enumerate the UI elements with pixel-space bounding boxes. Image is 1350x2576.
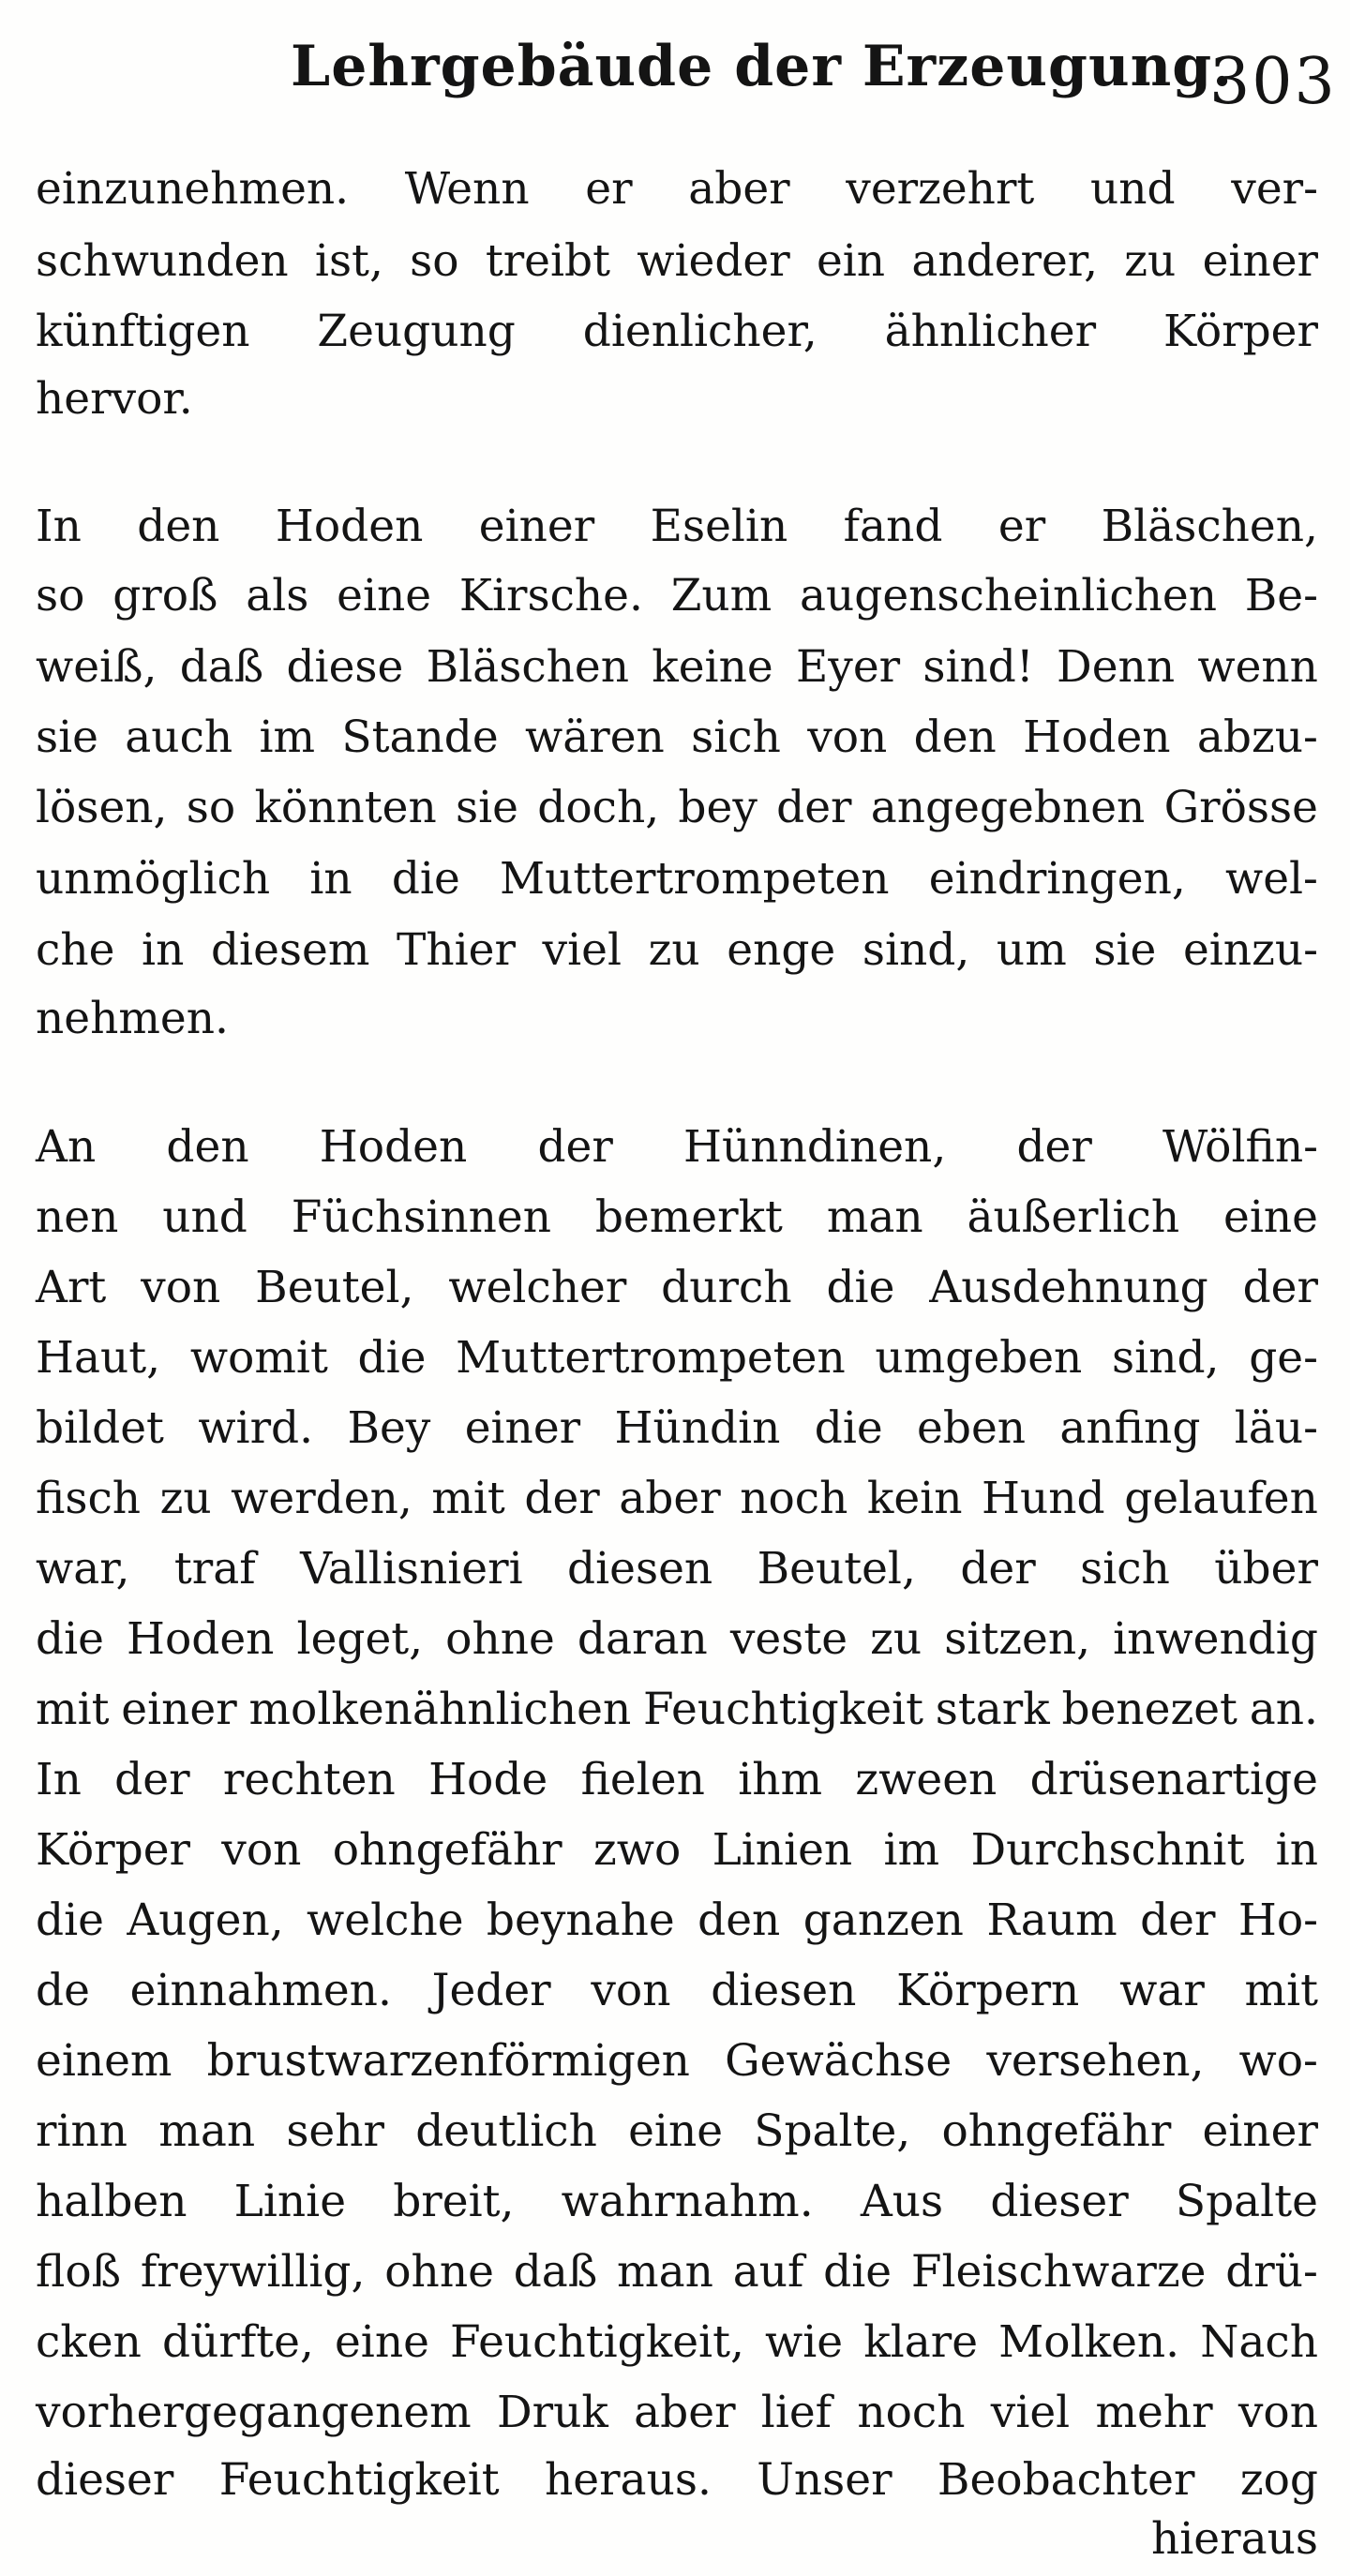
word: Spalte	[1175, 2176, 1318, 2227]
word: von	[221, 1824, 302, 1876]
word: an.	[1249, 1684, 1318, 1735]
word: Vallisnieri	[300, 1543, 523, 1595]
word: enge	[727, 924, 836, 976]
catchword: hieraus	[1151, 2513, 1318, 2565]
text-line	[36, 782, 1318, 833]
word: anfing	[1059, 1402, 1201, 1454]
word: war	[1119, 1965, 1205, 2016]
word: den	[913, 711, 997, 763]
word: Thier	[397, 924, 516, 976]
word: man	[158, 2105, 256, 2157]
word: bey	[678, 782, 758, 833]
word: augenscheinlichen	[799, 570, 1217, 622]
text-line	[36, 1402, 1318, 1454]
text-line	[36, 1824, 1318, 1876]
word: im	[259, 711, 316, 763]
word: Körper	[36, 1824, 190, 1876]
word: veste	[729, 1613, 848, 1665]
word: Augen,	[127, 1895, 284, 1946]
text-line	[36, 570, 1318, 622]
word: der	[960, 1543, 1036, 1595]
word: in	[309, 853, 352, 905]
word: war,	[36, 1543, 130, 1595]
text-line	[36, 1613, 1318, 1665]
word: auch	[125, 711, 233, 763]
word: dieser	[990, 2176, 1129, 2227]
word: rinn	[36, 2105, 128, 2157]
word: daß	[513, 2246, 598, 2298]
word: Beutel,	[255, 1262, 414, 1313]
word: versehen,	[986, 2035, 1205, 2087]
word: Linien	[712, 1824, 853, 1876]
word: von	[591, 1965, 671, 2016]
word: er	[998, 501, 1046, 552]
word: läu-	[1234, 1402, 1318, 1454]
word: groß	[112, 570, 218, 622]
word: mit	[1244, 1965, 1318, 2016]
word: drü-	[1225, 2246, 1318, 2298]
word: daß	[179, 641, 264, 693]
word: che	[36, 924, 115, 976]
word: wel-	[1224, 853, 1318, 905]
word: Füchsinnen	[291, 1191, 551, 1243]
word: eindringen,	[928, 853, 1186, 905]
word: als	[246, 570, 309, 622]
word: wären	[525, 711, 665, 763]
word: ohne	[384, 2246, 494, 2298]
word: ohngefähr	[332, 1824, 562, 1876]
word: der	[1016, 1121, 1092, 1173]
word: einzu-	[1182, 924, 1318, 976]
word: nehmen.	[36, 993, 229, 1044]
word: welche	[307, 1895, 464, 1946]
word: noch	[857, 2387, 966, 2438]
word: Grösse	[1163, 782, 1318, 833]
word: verzehrt	[846, 163, 1035, 215]
word: und	[1089, 163, 1176, 215]
word: eine	[337, 570, 432, 622]
word: diesen	[567, 1543, 713, 1595]
word: Denn	[1057, 641, 1176, 693]
word: benezet	[1061, 1684, 1238, 1735]
word: Wölfin-	[1162, 1121, 1318, 1173]
word: sie	[1093, 924, 1157, 976]
word: wie	[765, 2316, 844, 2368]
word: Muttertrompeten	[499, 853, 890, 905]
word: traf	[173, 1543, 256, 1595]
word: umgeben	[875, 1332, 1083, 1384]
word: weiß,	[36, 641, 158, 693]
word: angegebnen	[870, 782, 1146, 833]
word: ge-	[1249, 1332, 1318, 1384]
word: zu	[648, 924, 700, 976]
word: Druk	[496, 2387, 608, 2438]
text-line	[36, 2105, 1318, 2157]
word: leget,	[296, 1613, 424, 1665]
word: mit	[36, 1684, 110, 1735]
word: Aus	[860, 2176, 944, 2227]
word: abzu-	[1196, 711, 1318, 763]
word: fand	[843, 501, 943, 552]
word: Hünndinen,	[683, 1121, 947, 1173]
word: könnten	[254, 782, 437, 833]
word: die	[823, 2246, 892, 2298]
word: und	[162, 1191, 248, 1243]
word: dürfte,	[162, 2316, 314, 2368]
text-line	[36, 711, 1318, 763]
word: Nach	[1200, 2316, 1318, 2368]
word: in	[142, 924, 185, 976]
word: diese	[286, 641, 404, 693]
word: Jeder	[431, 1965, 551, 2016]
word: cken	[36, 2316, 142, 2368]
word: der	[1242, 1262, 1318, 1313]
word: man	[826, 1191, 923, 1243]
word: Molken.	[998, 2316, 1180, 2368]
word: Beutel,	[757, 1543, 916, 1595]
text-line	[36, 2316, 1318, 2368]
word: Eyer	[795, 641, 901, 693]
word: Durchschnit	[970, 1824, 1245, 1876]
word: Hoden	[275, 501, 424, 552]
word: dienlicher,	[582, 306, 818, 357]
word: ähnlicher	[884, 306, 1097, 357]
word: Hoden	[319, 1121, 468, 1173]
word: dieser	[36, 2454, 174, 2506]
word: Zum	[670, 570, 772, 622]
text-line	[36, 993, 1318, 1044]
word: sie	[456, 782, 518, 833]
word: ihm	[738, 1754, 823, 1805]
word: Hode	[428, 1754, 548, 1805]
word: Feuchtigkeit	[643, 1684, 923, 1735]
word: Hündin	[614, 1402, 781, 1454]
word: aber	[688, 163, 790, 215]
word: womit	[189, 1332, 328, 1384]
word: molkenähnlichen	[248, 1684, 632, 1735]
word: künftigen	[36, 306, 250, 357]
word: von	[1238, 2387, 1318, 2438]
word: Beobachter	[937, 2454, 1195, 2506]
text-line	[36, 2176, 1318, 2227]
text-line	[36, 853, 1318, 905]
word: gelaufen	[1124, 1473, 1318, 1524]
word: rechten	[222, 1754, 396, 1805]
running-head	[0, 28, 1350, 131]
word: unmöglich	[36, 853, 271, 905]
word: die	[814, 1402, 883, 1454]
catchword-line	[36, 2513, 1318, 2565]
word: diesem	[210, 924, 370, 976]
text-line	[36, 373, 1318, 425]
word: Stande	[341, 711, 499, 763]
word: kein	[866, 1473, 963, 1524]
word: die	[391, 853, 460, 905]
word: bildet	[36, 1402, 164, 1454]
word: er	[585, 163, 633, 215]
word: floß	[36, 2246, 122, 2298]
text-line	[36, 235, 1318, 287]
word: die	[36, 1895, 104, 1946]
text-line	[36, 2387, 1318, 2438]
word: sich	[691, 711, 781, 763]
word: klare	[863, 2316, 979, 2368]
text-line	[36, 2246, 1318, 2298]
word: fielen	[580, 1754, 705, 1805]
word: bemerkt	[594, 1191, 783, 1243]
word: sitzen,	[944, 1613, 1091, 1665]
text-line	[36, 163, 1318, 215]
word: einer	[1202, 2105, 1318, 2157]
word: treibt	[485, 235, 610, 287]
word: Be-	[1244, 570, 1318, 622]
text-line	[36, 1965, 1318, 2016]
word: die	[36, 1613, 104, 1665]
word: einer	[1202, 235, 1318, 287]
word: Feuchtigkeit,	[450, 2316, 744, 2368]
word: Art	[36, 1262, 107, 1313]
word: wieder	[637, 235, 790, 287]
word: der	[114, 1754, 190, 1805]
word: stark	[935, 1684, 1050, 1735]
word: eine	[1223, 1191, 1318, 1243]
word: die	[826, 1262, 895, 1313]
word: inwendig	[1113, 1613, 1318, 1665]
word: Wenn	[404, 163, 530, 215]
word: Linie	[233, 2176, 347, 2227]
word: In	[36, 501, 82, 552]
word: ver-	[1231, 163, 1318, 215]
word: wahrnahm.	[561, 2176, 814, 2227]
word: Raum	[986, 1895, 1118, 1946]
word: Bey	[347, 1402, 431, 1454]
text-line	[36, 1473, 1318, 1524]
text-line	[36, 1895, 1318, 1946]
word: zu	[159, 1473, 212, 1524]
text-line	[36, 924, 1318, 976]
word: äußerlich	[967, 1191, 1180, 1243]
word: mehr	[1095, 2387, 1213, 2438]
word: sie	[36, 711, 98, 763]
word: hervor.	[36, 373, 193, 425]
word: anderer,	[911, 235, 1099, 287]
word: Hund	[982, 1473, 1105, 1524]
word: einer	[121, 1684, 237, 1735]
word: daran	[577, 1613, 708, 1665]
word: man	[617, 2246, 713, 2298]
word: An	[36, 1121, 97, 1173]
word: noch	[740, 1473, 848, 1524]
word: Körpern	[896, 1965, 1080, 2016]
word: Gewächse	[725, 2035, 952, 2087]
word: wo-	[1238, 2035, 1318, 2087]
text-line	[36, 1543, 1318, 1595]
word: sind,	[1112, 1332, 1220, 1384]
word: halben	[36, 2176, 188, 2227]
word: beynahe	[486, 1895, 675, 1946]
text-line	[36, 2035, 1318, 2087]
word: zog	[1239, 2454, 1318, 2506]
word: so	[36, 570, 85, 622]
word: eben	[917, 1402, 1027, 1454]
word: In	[36, 1754, 82, 1805]
text-line	[36, 1191, 1318, 1243]
word: ohne	[445, 1613, 555, 1665]
word: ein	[816, 235, 886, 287]
word: aber	[619, 1473, 721, 1524]
word: diesen	[711, 1965, 857, 2016]
word: eine	[334, 2316, 429, 2368]
word: einem	[36, 2035, 172, 2087]
word: ganzen	[802, 1895, 964, 1946]
word: wird.	[198, 1402, 314, 1454]
word: doch,	[537, 782, 660, 833]
word: eine	[628, 2105, 724, 2157]
word: Hoden	[127, 1613, 275, 1665]
word: ohngefähr	[941, 2105, 1172, 2157]
word: so	[186, 782, 236, 833]
word: zwo	[592, 1824, 682, 1876]
word: in	[1275, 1824, 1318, 1876]
word: viel	[542, 924, 622, 976]
text-line	[36, 501, 1318, 552]
text-line	[36, 2454, 1318, 2506]
word: von	[807, 711, 888, 763]
text-line	[36, 1332, 1318, 1384]
word: viel	[990, 2387, 1071, 2438]
word: ist,	[314, 235, 383, 287]
word: Bläschen	[426, 641, 629, 693]
word: sind,	[862, 924, 970, 976]
word: vorhergegangenem	[36, 2387, 472, 2438]
word: Ho-	[1238, 1895, 1318, 1946]
word: sehr	[286, 2105, 384, 2157]
word: werden,	[231, 1473, 412, 1524]
running-title: Lehrgebäude der Erzeugung.	[291, 34, 1234, 99]
word: den	[137, 501, 220, 552]
word: brustwarzenförmigen	[206, 2035, 690, 2087]
word: zu	[870, 1613, 922, 1665]
word: lief	[760, 2387, 832, 2438]
word: breit,	[393, 2176, 515, 2227]
word: auf	[732, 2246, 804, 2298]
word: mit	[431, 1473, 505, 1524]
word: die	[357, 1332, 427, 1384]
word: Muttertrompeten	[456, 1332, 846, 1384]
word: Zeugung	[317, 306, 516, 357]
word: de	[36, 1965, 90, 2016]
word: einer	[478, 501, 595, 552]
word: so	[410, 235, 459, 287]
word: einzunehmen.	[36, 163, 350, 215]
word: deutlich	[415, 2105, 597, 2157]
word: aber	[634, 2387, 736, 2438]
word: einnahmen.	[129, 1965, 392, 2016]
word: Fleischwarze	[910, 2246, 1207, 2298]
word: lösen,	[36, 782, 168, 833]
word: den	[698, 1895, 781, 1946]
word: Haut,	[36, 1332, 161, 1384]
word: der	[537, 1121, 613, 1173]
word: zween	[855, 1754, 998, 1805]
word: Hoden	[1023, 711, 1171, 763]
word: Körper	[1162, 306, 1318, 357]
word: Feuchtigkeit	[218, 2454, 500, 2506]
word: sich	[1080, 1543, 1170, 1595]
text-line	[36, 306, 1318, 357]
text-line	[36, 1262, 1318, 1313]
word: Unser	[757, 2454, 892, 2506]
word: drüsenartige	[1029, 1754, 1318, 1805]
word: den	[166, 1121, 249, 1173]
word: Spalte,	[754, 2105, 911, 2157]
text-line	[36, 1754, 1318, 1805]
word: der	[1140, 1895, 1216, 1946]
word: nen	[36, 1191, 119, 1243]
word: über	[1214, 1543, 1318, 1595]
word: fisch	[36, 1473, 142, 1524]
word: Bläschen,	[1101, 501, 1318, 552]
word: Eselin	[650, 501, 788, 552]
word: zu	[1124, 235, 1177, 287]
word: durch	[661, 1262, 792, 1313]
word: der	[524, 1473, 600, 1524]
word: schwunden	[36, 235, 289, 287]
word: im	[883, 1824, 940, 1876]
word: sind!	[922, 641, 1034, 693]
word: Ausdehnung	[929, 1262, 1208, 1313]
word: von	[141, 1262, 221, 1313]
word: welcher	[448, 1262, 627, 1313]
page-number: 303	[1209, 45, 1337, 119]
text-line	[36, 641, 1318, 693]
word: der	[776, 782, 852, 833]
text-line	[36, 1684, 1318, 1735]
text-line	[36, 1121, 1318, 1173]
word: einer	[464, 1402, 581, 1454]
word: Kirsche.	[458, 570, 643, 622]
word: heraus.	[545, 2454, 712, 2506]
word: wenn	[1197, 641, 1318, 693]
word: keine	[652, 641, 773, 693]
word: freywillig,	[140, 2246, 366, 2298]
word: um	[996, 924, 1067, 976]
